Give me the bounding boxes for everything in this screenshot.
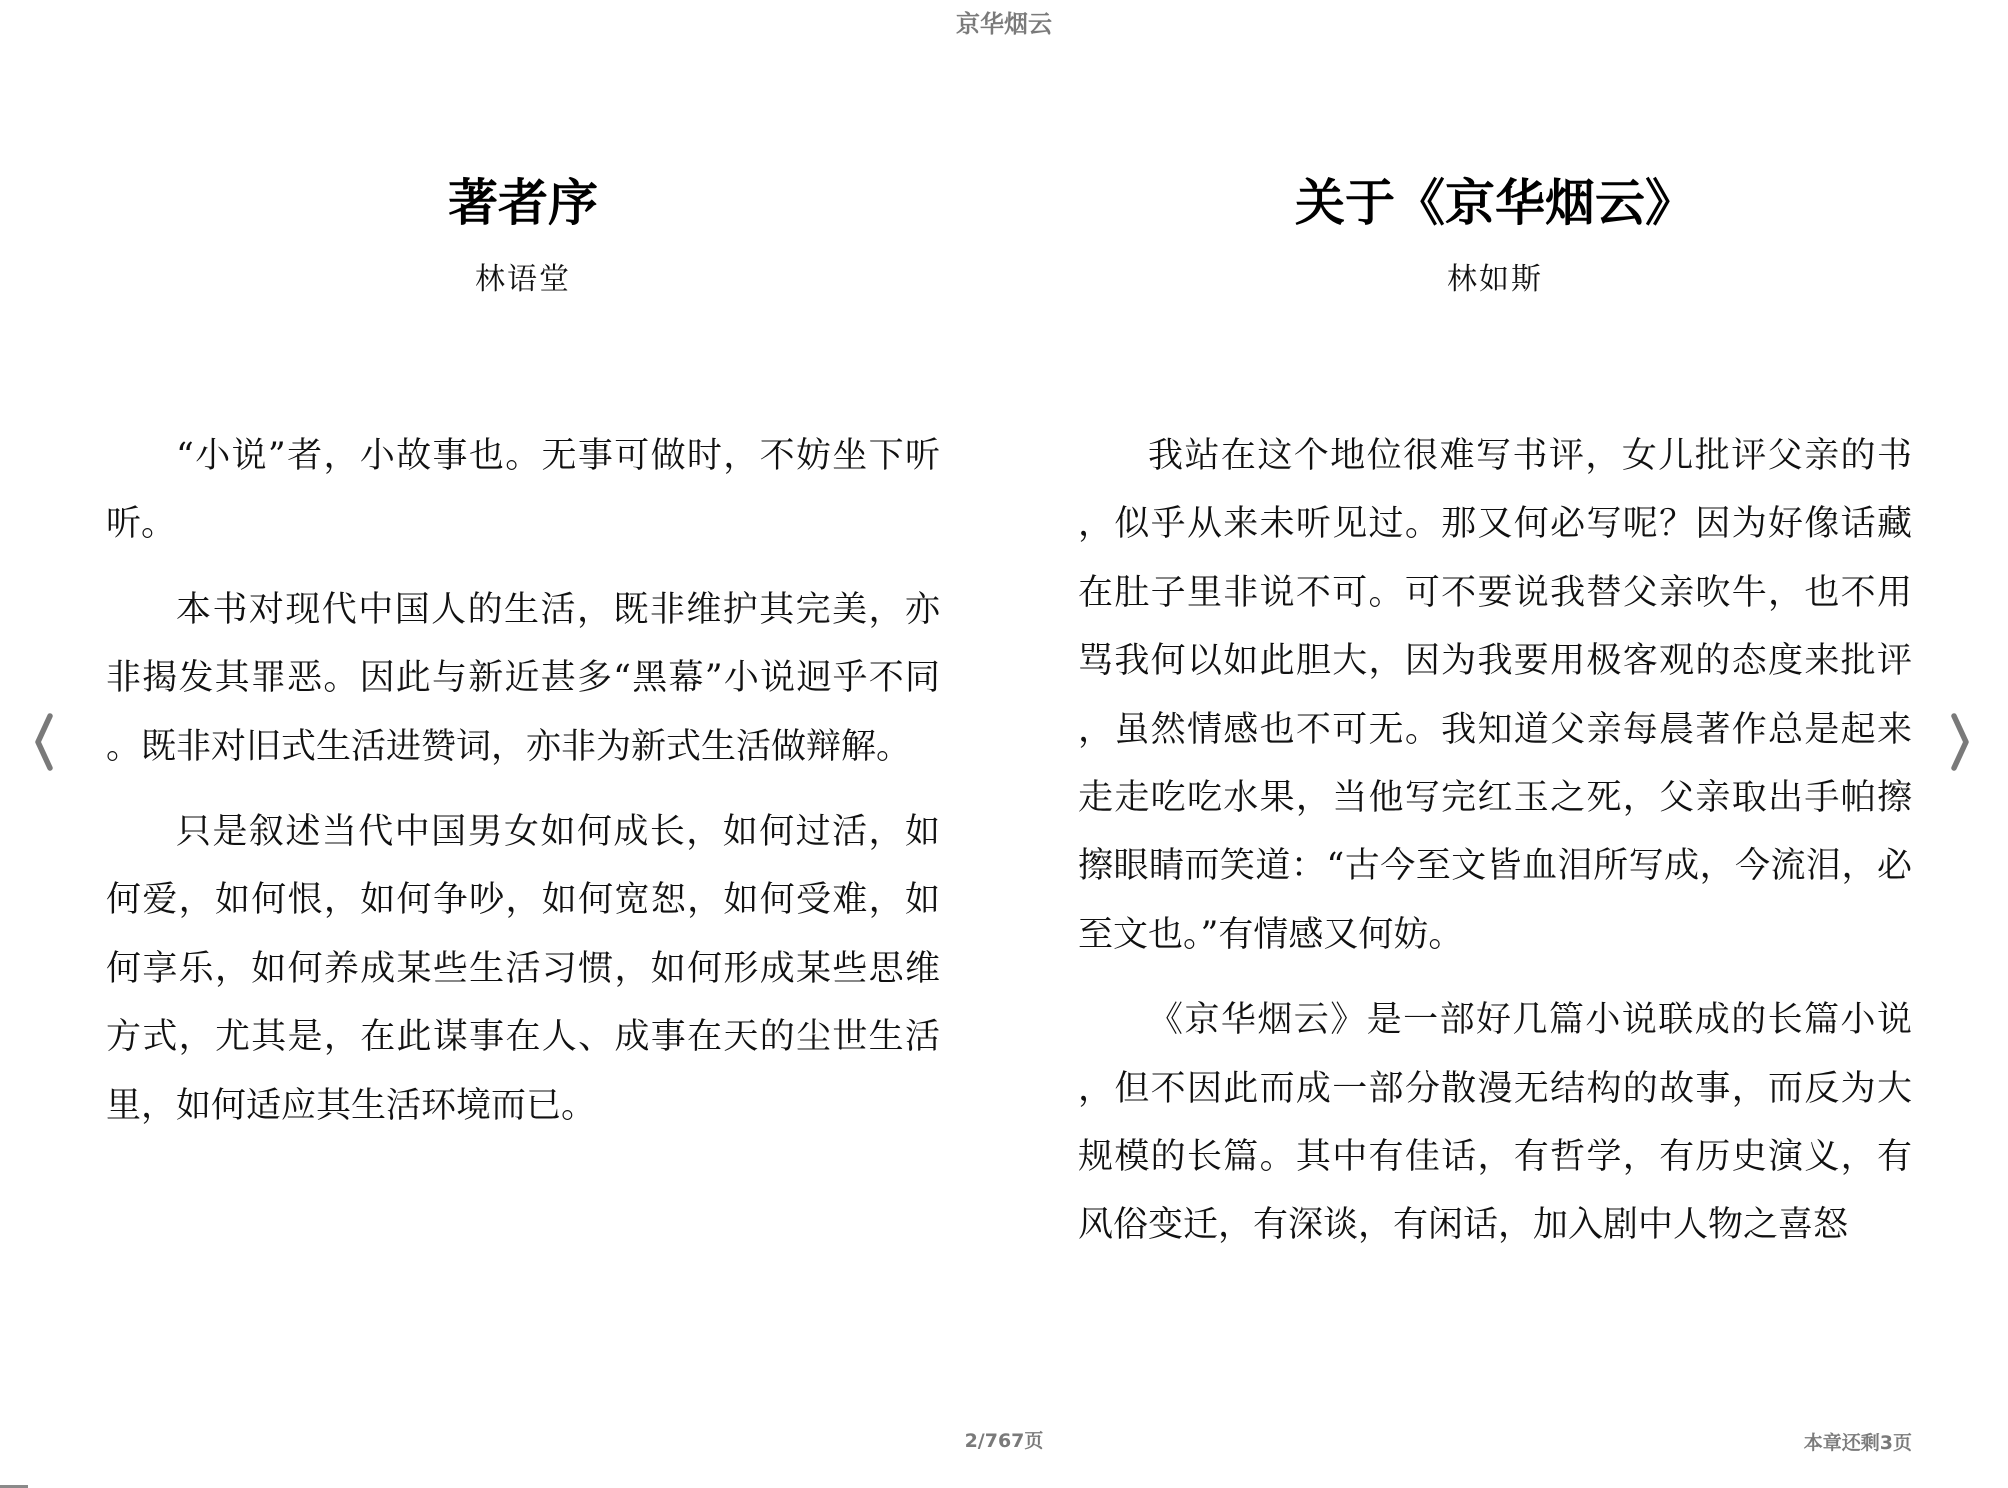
- paragraph: 本书对现代中国人的生活，既非维护其完美，亦非揭发其罪恶。因此与新近甚多“黑幕”小说迥乎不同。既非对旧式生活进赞词，亦非为新式生活做辩解。: [106, 589, 940, 767]
- next-page-button[interactable]: [1940, 710, 1980, 774]
- paragraph: 《京华烟云》是一部好几篇小说联成的长篇小说，但不因此而成一部分散漫无结构的故事，而反为大规模的长篇。其中有佳话，有哲学，有历史演义，有风俗变迁，有深谈，有闲话，加入剧中人物之喜怒: [1078, 1000, 1912, 1246]
- chapter-remaining: 本章还剩3页: [1803, 1432, 1912, 1454]
- chevron-left-icon: [24, 710, 64, 774]
- chapter-title: 关于《京华烟云》: [1295, 174, 1695, 232]
- chapter-body: [1078, 422, 1912, 1277]
- page-indicator: 2/767页: [964, 1430, 1044, 1452]
- chevron-right-icon: [1940, 710, 1980, 774]
- chapter-author: 林语堂: [475, 262, 571, 297]
- paragraph: 只是叙述当代中国男女如何成长，如何过活，如何爱，如何恨，如何争吵，如何宽恕，如何受难，如何享乐，如何养成某些生活习惯，如何形成某些思维方式，尤其是，在此谋事在人、成事在天的尘世生活里，如何适应其生活环境而已。: [106, 812, 940, 1126]
- previous-page-button[interactable]: [24, 710, 64, 774]
- book-title: 京华烟云: [956, 10, 1052, 38]
- paragraph: “小说”者，小故事也。无事可做时，不妨坐下听听。: [106, 436, 940, 545]
- chapter-author: 林如斯: [1447, 262, 1543, 297]
- left-page: [106, 0, 940, 1400]
- chapter-body: [106, 422, 940, 1157]
- right-page: [1078, 0, 1912, 1400]
- paragraph: 我站在这个地位很难写书评，女儿批评父亲的书，似乎从来未听见过。那又何必写呢？因为好像话藏在肚子里非说不可。可不要说我替父亲吹牛，也不用骂我何以如此胆大，因为我要用极客观的态度来批评，虽然情感也不可无。我知道父亲每晨著作总是起来走走吃吃水果，当他写完红玉之死，父亲取出手帕擦擦眼睛而笑道：“古今至文皆血泪所写成，今流泪，必至文也。”有情感又何妨。: [1078, 436, 1912, 955]
- chapter-title: 著者序: [448, 174, 598, 232]
